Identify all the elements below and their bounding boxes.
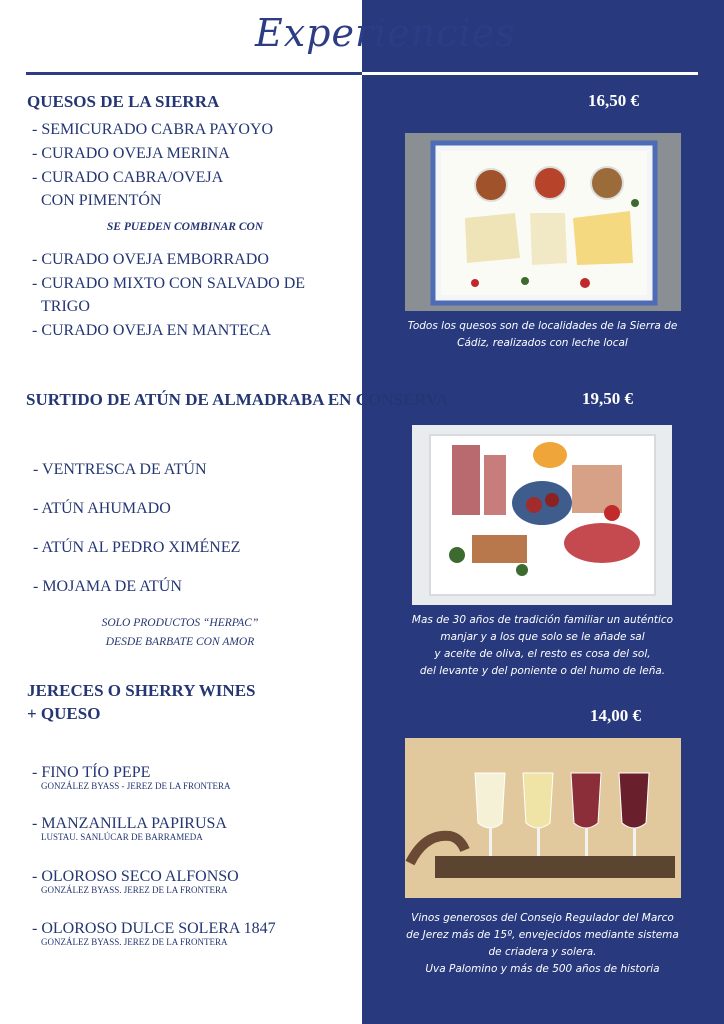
sherry-heading-line: + QUESO — [27, 703, 101, 723]
cheese-extra-item: - CURADO MIXTO CON SALVADO DE — [32, 275, 306, 292]
sherry-caption-line: de criadera y solera. — [488, 946, 597, 958]
tuna-note — [40, 614, 320, 652]
wine-producer: LUSTAU. SANLÚCAR DE BARRAMEDA — [41, 832, 203, 842]
cheese-platter-photo — [405, 133, 681, 311]
sherry-caption-line: de Jerez más de 15º, envejecidos mediante sistema — [406, 929, 679, 941]
cheese-heading: QUESOS DE LA SIERRA — [27, 92, 220, 111]
wine-producer: GONZÁLEZ BYASS. JEREZ DE LA FRONTERA — [41, 937, 228, 947]
tuna-item: - VENTRESCA DE ATÚN — [33, 461, 207, 478]
cheese-item: CON PIMENTÓN — [41, 192, 162, 209]
wine-name: - FINO TÍO PEPE — [32, 764, 151, 781]
tuna-item: - ATÚN AHUMADO — [33, 500, 171, 517]
cheese-item: - CURADO OVEJA MERINA — [32, 145, 230, 162]
wine-name: - OLOROSO SECO ALFONSO — [32, 868, 239, 885]
sherry-glasses-photo — [405, 738, 681, 898]
tuna-item: - ATÚN AL PEDRO XIMÉNEZ — [33, 539, 241, 556]
title-underline-left — [26, 72, 362, 75]
sherry-caption — [390, 910, 695, 978]
cheese-extra-item: TRIGO — [41, 298, 90, 315]
page-title: Experiencies — [255, 11, 516, 55]
sherry-caption-line: Uva Palomino y más de 500 años de historia — [425, 963, 660, 975]
tuna-caption-line: manjar y a los que solo se le añade sal — [440, 631, 645, 643]
sherry-caption-line: Vinos generosos del Consejo Regulador del Marco — [411, 912, 674, 924]
sherry-heading-line: JERECES O SHERRY WINES — [27, 681, 256, 700]
cheese-item: - SEMICURADO CABRA PAYOYO — [32, 121, 274, 138]
tuna-caption — [390, 612, 695, 680]
cheese-combine-note: SE PUEDEN COMBINAR CON — [106, 221, 264, 233]
tuna-platter-photo — [412, 425, 672, 605]
sherry-price: 14,00 € — [590, 706, 641, 725]
cheese-extra-item: - CURADO OVEJA EN MANTECA — [32, 322, 272, 339]
sherry-heading — [27, 680, 256, 726]
wine-producer: GONZÁLEZ BYASS - JEREZ DE LA FRONTERA — [41, 781, 231, 791]
wine-name: - MANZANILLA PAPIRUSA — [32, 815, 227, 832]
tuna-caption-line: del levante y del poniente o del humo de leña. — [419, 665, 666, 677]
title-underline-right — [362, 72, 698, 75]
tuna-caption-line: y aceite de oliva, el resto es cosa del sol, — [434, 648, 651, 660]
cheese-item: - CURADO CABRA/OVEJA — [32, 169, 224, 186]
tuna-note-line: SOLO PRODUCTOS “HERPAC” — [101, 617, 259, 629]
wine-producer: GONZÁLEZ BYASS. JEREZ DE LA FRONTERA — [41, 885, 228, 895]
tuna-note-line: DESDE BARBATE CON AMOR — [105, 636, 255, 648]
cheese-extra-item: - CURADO OVEJA EMBORRADO — [32, 251, 269, 268]
cheese-caption-line: Todos los quesos son de localidades de la Sierra de — [407, 320, 678, 332]
tuna-caption-line: Mas de 30 años de tradición familiar un auténtico — [411, 614, 674, 626]
cheese-caption — [390, 318, 695, 352]
wine-name: - OLOROSO DULCE SOLERA 1847 — [32, 920, 276, 937]
cheese-caption-line: Cádiz, realizados con leche local — [457, 337, 628, 349]
tuna-price: 19,50 € — [582, 389, 633, 408]
tuna-item: - MOJAMA DE ATÚN — [33, 578, 182, 595]
cheese-price: 16,50 € — [588, 91, 639, 110]
tuna-heading: SURTIDO DE ATÚN DE ALMADRABA EN CONSERVA — [26, 390, 449, 409]
